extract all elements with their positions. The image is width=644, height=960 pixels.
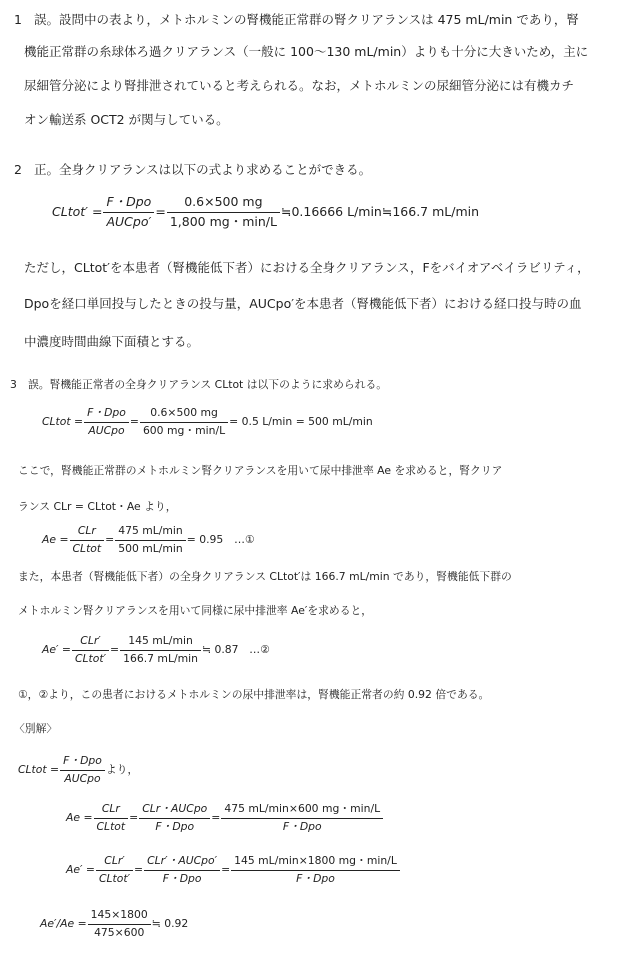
fraction: $\frac{\text{CLr}}{\text{CLtot}}$ — [70, 526, 105, 555]
section3-eq2: Ae = $\frac{\text{CLr}}{\text{CLtot}}$ = $\frac{475 mL/\min}{500 mL/\min}$ = 0.95 …① — [42, 524, 255, 555]
section2-line-2: Dpoを経口単回投与したときの投与量，AUCpo′を本患者（腎機能低下者）における経口投与時の血 — [24, 296, 582, 311]
alt-eq3: Ae′ = $\frac{\text{CLr′}}{\text{CLtot′}}$ = $\frac{\text{CLr′・AUCpo′}}{\text{F・Dpo}}$ = $\frac{145 mL/\min\times 1800 mg・\min/L}{\text{F・Dpo}}$ — [66, 856, 401, 885]
fraction: $\frac{\text{F・Dpo}}{\text{AUCpo}}$ — [84, 408, 129, 437]
section3-conclusion: ①，②より，この患者におけるメトホルミンの尿中排泄率は，腎機能正常者の約 0.92 倍である。 — [18, 688, 490, 701]
section1-number: 1 — [14, 12, 22, 27]
alt-eq1: CLtot = $\frac{\text{F・Dpo}}{\text{AUCpo}}$ より， — [18, 754, 139, 785]
section3-number: 3 — [10, 378, 17, 391]
section2-line-3: 中濃度時間曲線下面積とする。 — [24, 334, 200, 349]
section2-intro: 正。全身クリアランスは以下の式より求めることができる。 — [34, 162, 372, 177]
section3-para1-line-1: ここで，腎機能正常群のメトホルミン腎クリアランスを用いて尿中排泄率 Ae を求めると，腎クリア — [18, 464, 503, 477]
fraction: $\frac{\text{CLr・AUCpo}}{\text{F・Dpo}}$ — [139, 804, 210, 833]
fraction: $\frac{\text{F・Dpo}}{\text{AUCpo}}$ — [60, 756, 105, 785]
section1-line-1: 誤。設問中の表より，メトホルミンの腎機能正常群の腎クリアランスは 475 mL/min であり，腎 — [34, 12, 579, 27]
fraction: $\frac{0.6\times 500 mg}{1,800 mg・\min/L}$ — [167, 196, 280, 228]
section3-para2-line-2: メトホルミン腎クリアランスを用いて同様に尿中排泄率 Ae′を求めると， — [18, 604, 373, 617]
section1-line-3: 尿細管分泌により腎排泄されていると考えられる。なお，メトホルミンの尿細管分泌には有機カチ — [24, 78, 575, 93]
section3-para2-line-1: また，本患者（腎機能低下者）の全身クリアランス CLtot′は 166.7 mL/min であり，腎機能低下群の — [18, 570, 512, 583]
fraction: $\frac{145\times 1800}{475\times 600}$ — [88, 910, 151, 939]
fraction: $\frac{\text{CLr′・AUCpo′}}{\text{F・Dpo}}$ — [144, 856, 220, 885]
section2-number: 2 — [14, 162, 22, 177]
fraction: $\frac{145 mL/\min}{166.7 mL/\min}$ — [120, 636, 201, 665]
fraction: $\frac{\text{CLr′}}{\text{CLtot′}}$ — [72, 636, 109, 665]
section3-eq1: CLtot = $\frac{\text{F・Dpo}}{\text{AUCpo}}$ = $\frac{0.6\times 500 mg}{600 mg・\min/L}$ = 0.5 L/min = 500 mL/min — [42, 406, 373, 437]
section3-eq3: Ae′ = $\frac{\text{CLr′}}{\text{CLtot′}}$ = $\frac{145 mL/\min}{166.7 mL/\min}$ ≒ 0.87 …② — [42, 634, 270, 665]
alt-solution-header: 〈別解〉 — [14, 722, 58, 735]
section2-line-1: ただし，CLtot′を本患者（腎機能低下者）における全身クリアランス，Fをバイオアベイラビリティ， — [24, 260, 590, 275]
fraction: $\frac{\text{CLr′}}{\text{CLtot′}}$ — [96, 856, 133, 885]
section1-line-4: オン輸送系 OCT2 が関与している。 — [24, 112, 229, 127]
fraction: $\frac{\text{F・Dpo}}{\text{AUCpo′}}$ — [103, 196, 154, 228]
fraction: $\frac{145 mL/\min\times 1800 mg・\min/L}{\text{F・Dpo}}$ — [231, 856, 400, 885]
fraction: $\frac{475 mL/\min\times 600 mg・\min/L}{\text{F・Dpo}}$ — [221, 804, 383, 833]
eq-rhs: ≒0.16666 L/min≒166.7 mL/min — [280, 203, 480, 219]
section1-line-2: 機能正常群の糸球体ろ過クリアランス（一般に 100～130 mL/min）よりも十分に大きいため，主に — [24, 44, 589, 59]
section2-equation: CLtot′ = $\frac{\text{F・Dpo}}{\text{AUCpo′}}$ = $\frac{0.6\times 500 mg}{1,800 mg・\min/L}$ ≒0.16666 L/min≒166.7 mL/min — [52, 194, 480, 229]
alt-eq4: Ae′/Ae = $\frac{145\times 1800}{475\times 600}$ ≒ 0.92 — [40, 908, 189, 939]
fraction: $\frac{475 mL/\min}{500 mL/\min}$ — [115, 526, 186, 555]
section3-intro: 誤。腎機能正常者の全身クリアランス CLtot は以下のように求められる。 — [28, 378, 388, 391]
eq-lhs: CLtot′ = — [52, 203, 103, 219]
section3-para1-line-2: ランス CLr = CLtot・Ae より， — [18, 500, 177, 513]
alt-eq2: Ae = $\frac{\text{CLr}}{\text{CLtot}}$ = $\frac{\text{CLr・AUCpo}}{\text{F・Dpo}}$ = $\frac{475 mL/\min\times 600 mg・\min/L}{\text{F・Dpo}}$ — [66, 804, 384, 833]
fraction: $\frac{\text{CLr}}{\text{CLtot}}$ — [94, 804, 129, 833]
fraction: $\frac{0.6\times 500 mg}{600 mg・\min/L}$ — [140, 408, 228, 437]
